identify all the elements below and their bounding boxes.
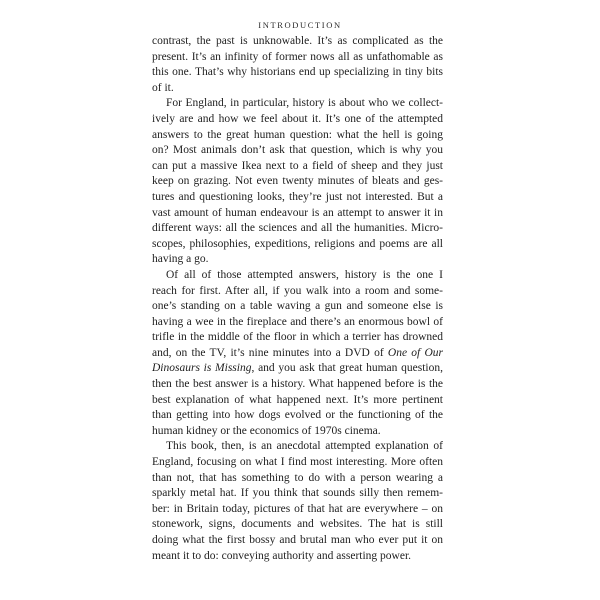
text-line: this one. That’s why historians end up specializing in tiny bits xyxy=(152,66,443,79)
film-title-part-1: One of Our xyxy=(387,346,443,359)
text-line: of it. xyxy=(152,81,174,94)
body-text xyxy=(152,34,443,564)
paragraph-2 xyxy=(152,96,443,268)
text-line: contrast, the past is unknowable. It’s as complicated as the xyxy=(152,35,443,47)
text-line: trifle in the middle of the floor in which a terrier has drowned xyxy=(152,331,443,344)
text-line: doing what the first bossy and brutal man who ever put it on xyxy=(152,534,443,546)
text-line: sparkly metal hat. If you think that sounds silly then remem- xyxy=(152,487,443,500)
text-line-with-title xyxy=(152,361,443,377)
text-line: ber: in Britain today, pictures of that hat are everywhere – on xyxy=(152,502,443,515)
text-line: human kidney or the economics of 1970s cinema. xyxy=(152,424,381,437)
text-line: answers to the great human question: what the hell is going xyxy=(152,128,443,141)
text-line: vast amount of human endeavour is an attempt to answer it in xyxy=(152,206,443,219)
running-head: INTRODUCTION xyxy=(258,20,342,30)
text-line: then the best answer is a history. What happened before is the xyxy=(152,378,443,391)
text-line: scopes, philosophies, expeditions, religions and poems are all xyxy=(152,237,443,250)
text-line: than not, that has something to do with a person wearing a xyxy=(152,471,443,484)
text-line: This book, then, is an anecdotal attempted explanation of xyxy=(166,440,443,453)
paragraph-3 xyxy=(152,268,443,440)
text-line: having a wee in the fireplace and there’s an enormous bowl of xyxy=(152,315,443,328)
text-line: on? Most animals don’t ask that question, which is why you xyxy=(152,144,443,157)
text-line: than getting into how dogs evolved or the functioning of the xyxy=(152,409,443,422)
text-line: keep on grazing. Not even twenty minutes of bleats and ges- xyxy=(152,175,443,188)
text-line: stonework, signs, documents and websites. The hat is still xyxy=(152,518,443,531)
text-line: ively are and how we feel about it. It’s one of the attempted xyxy=(152,112,443,125)
text-line: present. It’s an infinity of former nows all as unfathomable as xyxy=(152,50,443,63)
text-line: For England, in particular, history is about who we collect- xyxy=(166,97,443,110)
text-line: best explanation of what happened next. It’s more pertinent xyxy=(152,393,443,406)
text-line: tures and questioning looks, they’re just not interested. But a xyxy=(152,190,443,203)
text-line: can put a massive Ikea next to a field of sheep and they just xyxy=(152,159,443,172)
paragraph-1 xyxy=(152,34,443,96)
text-line-with-title xyxy=(152,346,443,362)
text-line: one’s standing on a table waving a gun and someone else is xyxy=(152,300,443,313)
paragraph-4 xyxy=(152,439,443,564)
text-line: having a go. xyxy=(152,253,209,266)
text-segment: and, on the TV, it’s nine minutes into a DVD of xyxy=(152,346,388,359)
text-line: England, focusing on what I find most interesting. More often xyxy=(152,456,443,469)
text-line: different ways: all the sciences and all the humanities. Micro- xyxy=(152,222,443,235)
text-line: meant it to do: conveying authority and asserting power. xyxy=(152,549,412,562)
text-segment: , and you ask that great human question, xyxy=(251,362,443,375)
text-line: Of all of those attempted answers, history is the one I xyxy=(166,268,443,281)
text-line: reach for first. After all, if you walk into a room and some- xyxy=(152,284,443,297)
film-title-part-2: Dinosaurs is Missing xyxy=(152,362,252,375)
